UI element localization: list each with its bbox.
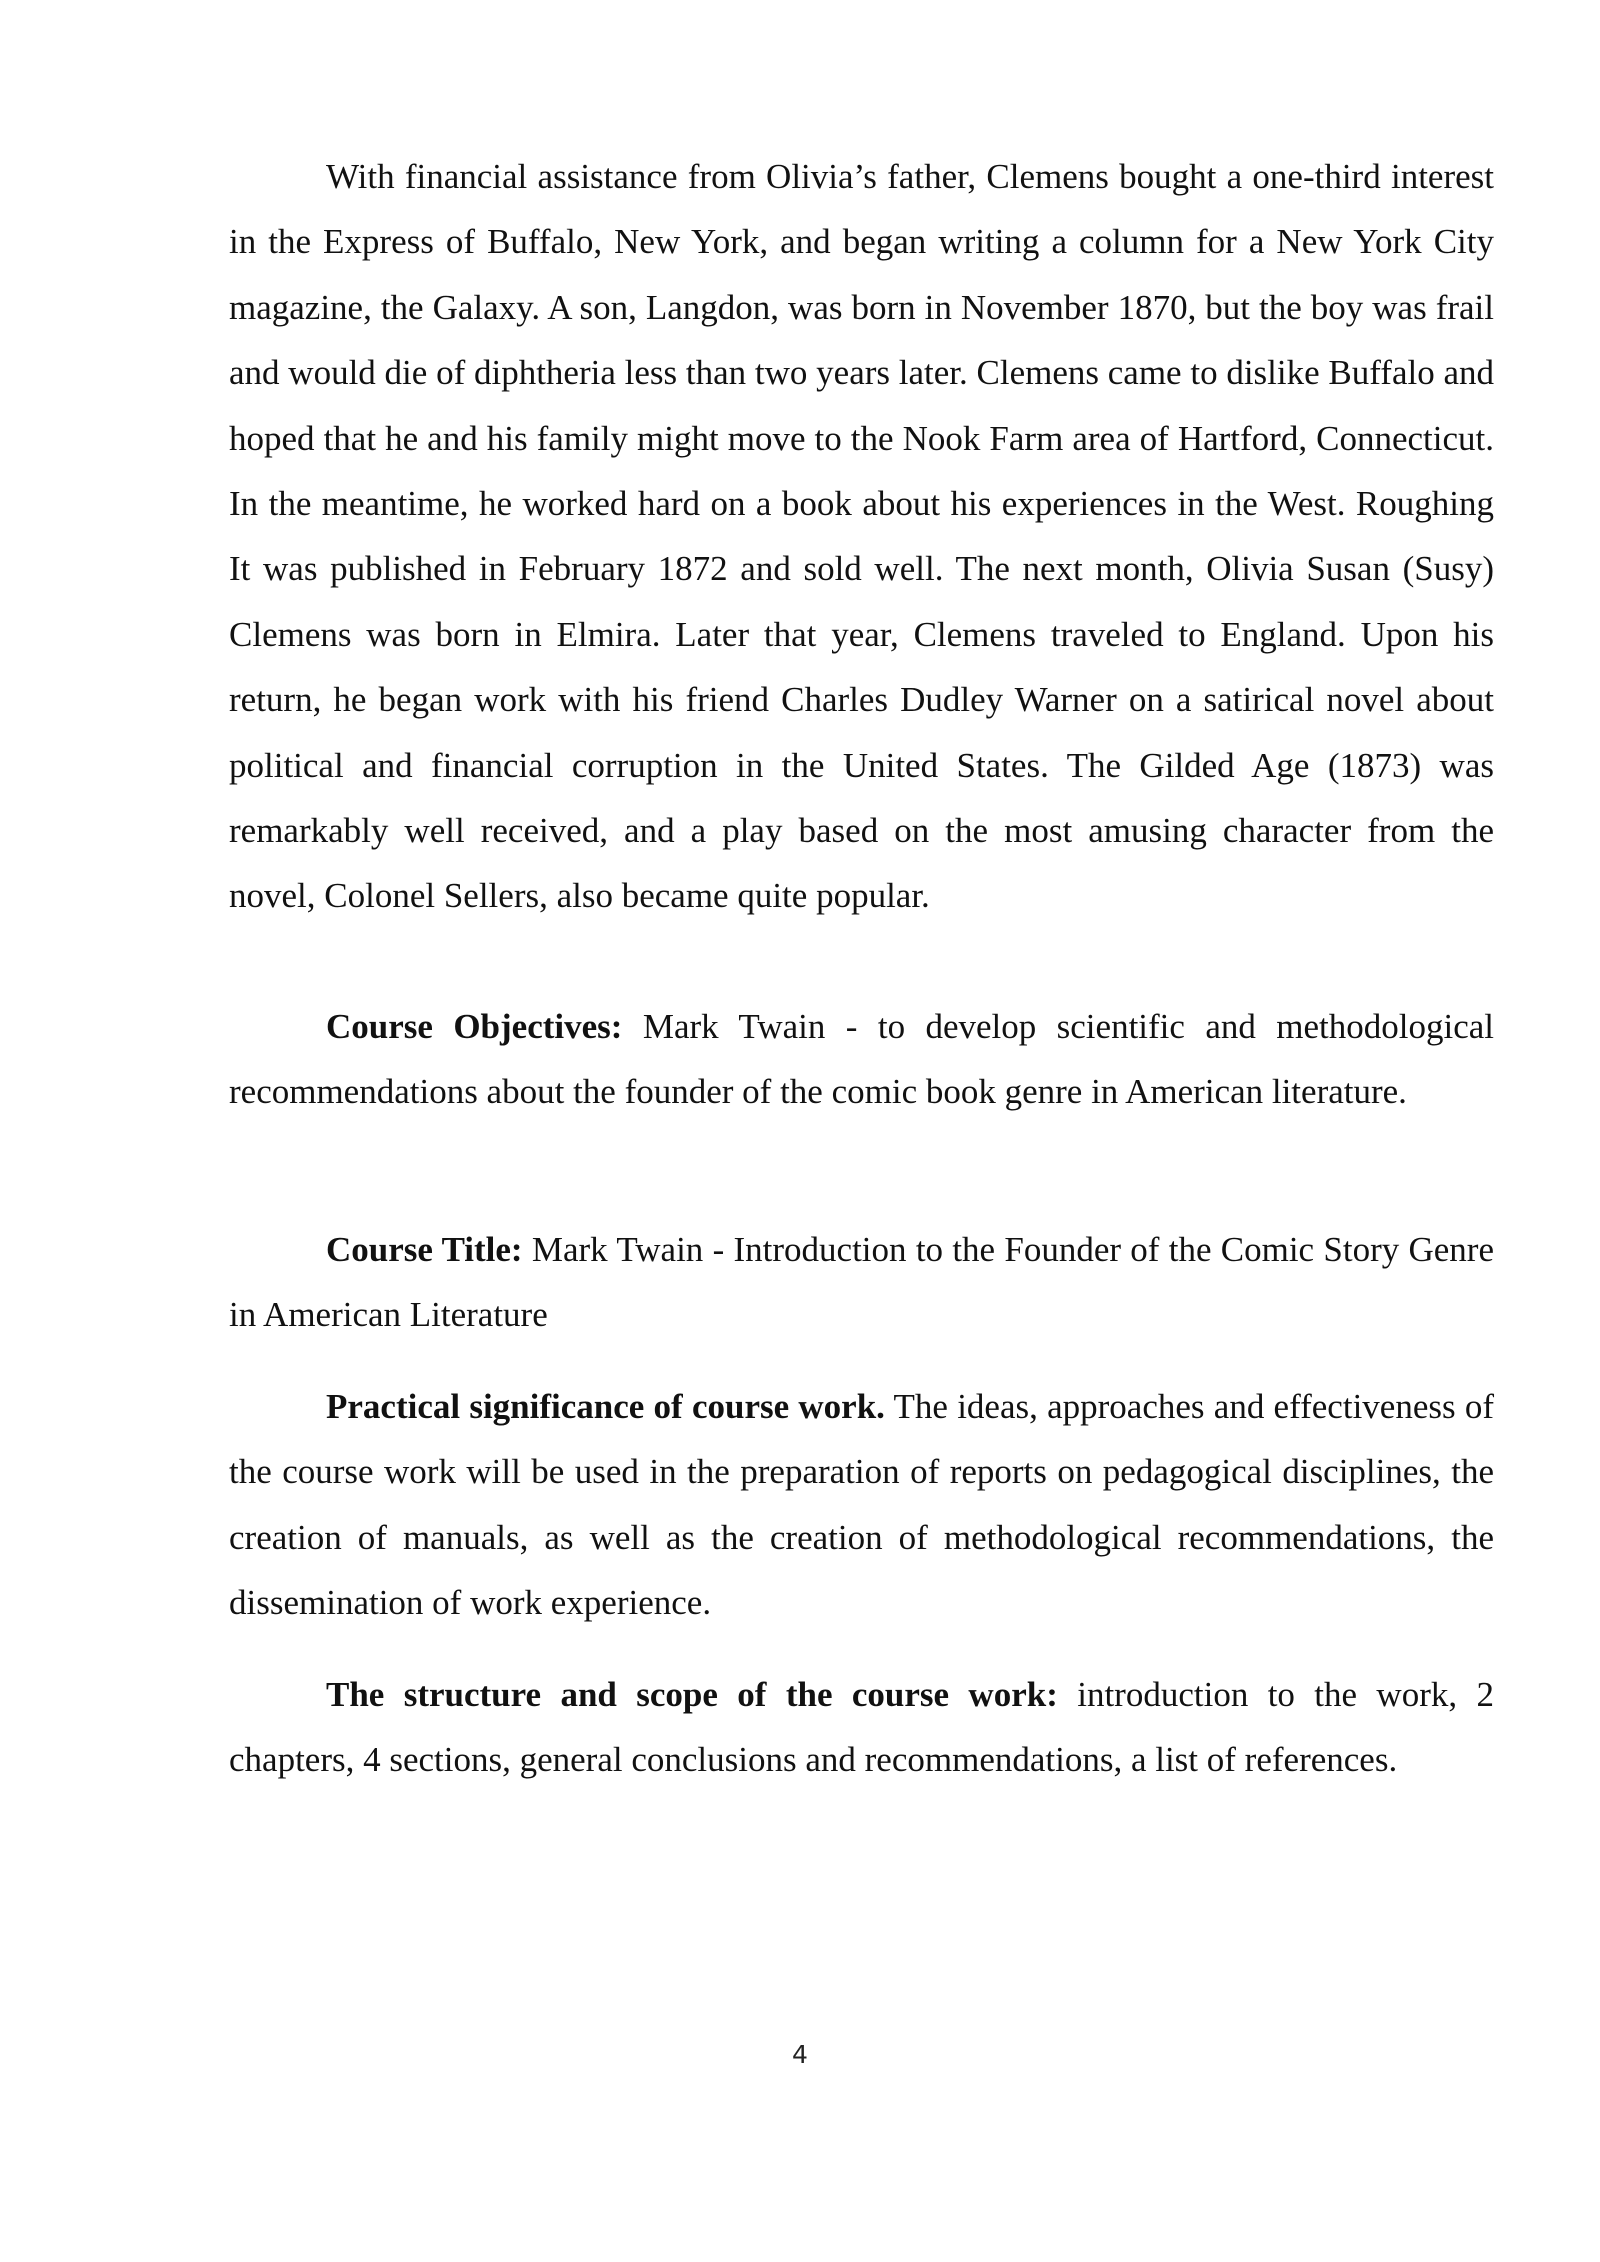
paragraph-text: introduction to the work, 2 chapters, 4 sections, general conclusions and recommendations, a list of references.: [229, 1675, 1494, 1780]
paragraph-practical-significance: [229, 1374, 1494, 1636]
paragraph-text: With financial assistance from Olivia’s father, Clemens bought a one-third interest in the Express of Buffalo, New York, and began writing a column for a New York City magazine, the Galaxy. A son, Langdon, was born in November 1870, but the boy was frail and would die of diphtheria less than two years later. Clemens came to dislike Buffalo and hoped that he and his family might move to the Nook Farm area of Hartford, Connecticut. In the meantime, he worked hard on a book about his experiences in the West. Roughing It was published in February 1872 and sold well. The next month, Olivia Susan (Susy) Clemens was born in Elmira. Later that year, Clemens traveled to England. Upon his return, he began work with his friend Charles Dudley Warner on a satirical novel about political and financial corruption in the United States. The Gilded Age (1873) was remarkably well received, and a play based on the most amusing character from the novel, Colonel Sellers, also became quite popular.: [229, 157, 1494, 916]
paragraph-text: Mark Twain - to develop scientific and methodological recommendations about the founder of the comic book genre in American literature.: [229, 1007, 1494, 1112]
paragraph-course-title: [229, 1217, 1494, 1348]
page-number: 4: [792, 2040, 808, 2069]
paragraph-text: Mark Twain - Introduction to the Founder of the Comic Story Genre in American Literature: [229, 1230, 1495, 1335]
paragraph-lead: Course Title:: [326, 1230, 523, 1269]
paragraph-lead: Course Objectives:: [326, 1007, 623, 1046]
paragraph-lead: The structure and scope of the course work:: [326, 1675, 1058, 1714]
paragraph-course-objectives: [229, 994, 1494, 1125]
paragraph-text: The ideas, approaches and effectiveness of the course work will be used in the preparation of reports on pedagogical disciplines, the creation of manuals, as well as the creation of methodological recommendations, the dissemination of work experience.: [229, 1387, 1495, 1623]
paragraph-biography: [229, 144, 1494, 929]
paragraph-structure-scope: [229, 1662, 1494, 1793]
paragraph-lead: Practical significance of course work.: [326, 1387, 885, 1426]
